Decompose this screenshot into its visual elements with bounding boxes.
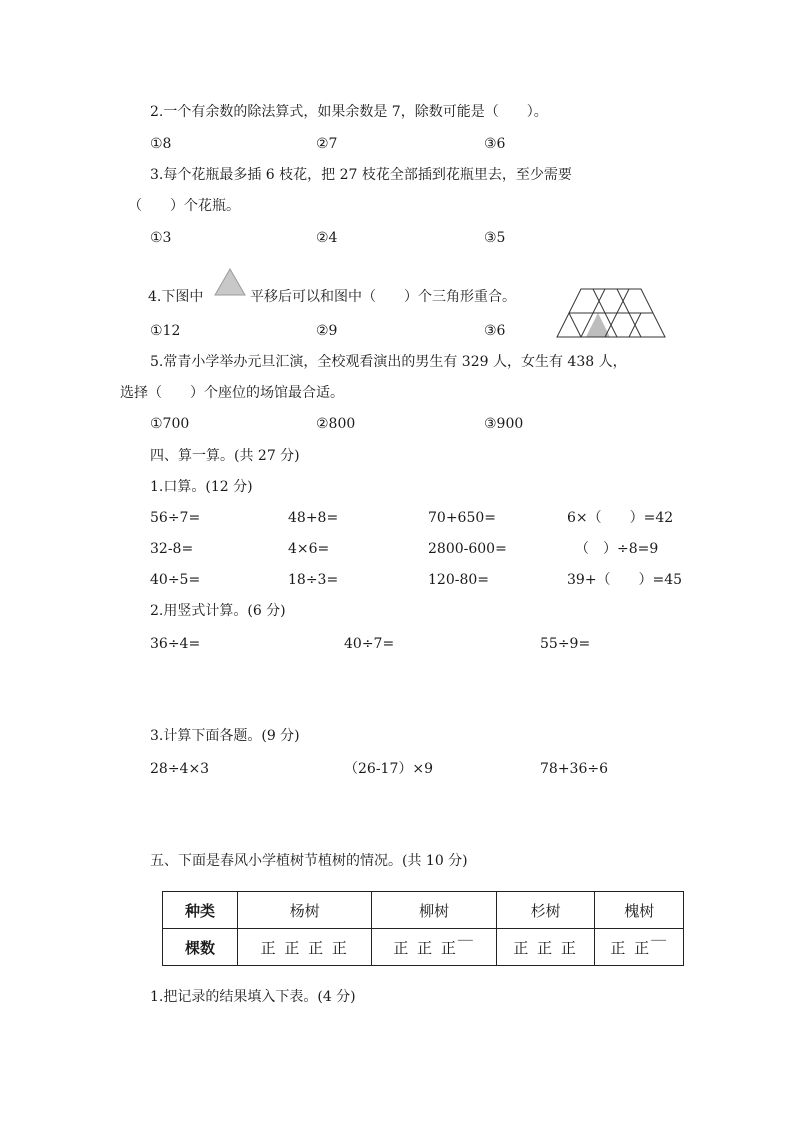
oral-calc-item: 39+（ ）=45 bbox=[567, 572, 683, 588]
oral-calc-item: 120-80= bbox=[428, 572, 489, 588]
oral-calc-item: 70+650= bbox=[428, 510, 496, 526]
vertical-calc-item: 40÷7= bbox=[344, 636, 395, 652]
question-4-option-2: ②9 bbox=[316, 323, 338, 339]
tally-cell: 正 正 正 正 bbox=[238, 929, 372, 966]
question-2-option-1: ①8 bbox=[150, 136, 172, 152]
question-2-text: 2.一个有余数的除法算式，如果余数是 7，除数可能是（ ）。 bbox=[150, 104, 548, 120]
question-3-option-1: ①3 bbox=[150, 230, 172, 246]
table-header-cell: 槐树 bbox=[595, 892, 684, 929]
oral-calc-item: 6×（ ）=42 bbox=[567, 510, 674, 526]
question-2-option-2: ②7 bbox=[316, 136, 338, 152]
table-header-cell: 柳树 bbox=[372, 892, 496, 929]
tally-cell: 正 正￣ bbox=[595, 929, 684, 966]
mixed-calc-item: 28÷4×3 bbox=[150, 761, 210, 777]
question-4-option-1: ①12 bbox=[150, 323, 181, 339]
triangle-grid-figure bbox=[555, 288, 670, 338]
table-header-cell: 杉树 bbox=[496, 892, 595, 929]
oral-calc-item: （ ）÷8=9 bbox=[575, 541, 659, 557]
table-row-label: 棵数 bbox=[163, 929, 238, 966]
question-2-option-3: ③6 bbox=[484, 136, 506, 152]
vertical-calc-item: 55÷9= bbox=[540, 636, 591, 652]
tally-cell: 正 正 正￣ bbox=[372, 929, 496, 966]
question-4-prefix: 4.下图中 bbox=[148, 289, 204, 305]
vertical-calc-item: 36÷4= bbox=[150, 636, 201, 652]
question-4-option-3: ③6 bbox=[484, 323, 506, 339]
oral-calc-item: 48+8= bbox=[288, 510, 339, 526]
question-3-option-2: ②4 bbox=[316, 230, 338, 246]
question-5-option-3: ③900 bbox=[484, 416, 524, 432]
question-5-option-2: ②800 bbox=[316, 416, 356, 432]
question-5-option-1: ①700 bbox=[150, 416, 190, 432]
vertical-calc-title: 2.用竖式计算。(6 分) bbox=[150, 603, 286, 619]
oral-calc-item: 56÷7= bbox=[150, 510, 201, 526]
question-3-line-2: （ ）个花瓶。 bbox=[128, 198, 240, 214]
oral-calc-item: 2800-600= bbox=[428, 541, 507, 557]
mixed-calc-title: 3.计算下面各题。(9 分) bbox=[150, 728, 300, 744]
oral-calc-title: 1.口算。(12 分) bbox=[150, 479, 253, 495]
oral-calc-item: 32-8= bbox=[150, 541, 194, 557]
mixed-calc-item: 78+36÷6 bbox=[540, 761, 608, 777]
table-row bbox=[163, 929, 684, 966]
oral-calc-item: 4×6= bbox=[288, 541, 330, 557]
question-3-line-1: 3.每个花瓶最多插 6 枝花，把 27 枝花全部插到花瓶里去，至少需要 bbox=[150, 167, 572, 183]
section-5-title: 五、下面是春风小学植树节植树的情况。(共 10 分) bbox=[150, 853, 468, 869]
tree-tally-table bbox=[162, 891, 684, 966]
question-4-suffix: 平移后可以和图中（ ）个三角形重合。 bbox=[250, 289, 516, 305]
question-3-option-3: ③5 bbox=[484, 230, 506, 246]
oral-calc-item: 18÷3= bbox=[288, 572, 339, 588]
question-5-line-1: 5.常青小学举办元旦汇演，全校观看演出的男生有 329 人，女生有 438 人， bbox=[150, 354, 627, 370]
section-4-title: 四、算一算。(共 27 分) bbox=[150, 448, 300, 464]
small-triangle-figure bbox=[214, 268, 246, 296]
mixed-calc-item: （26-17）×9 bbox=[344, 761, 433, 777]
question-5-line-2: 选择（ ）个座位的场馆最合适。 bbox=[120, 385, 344, 401]
section-5-question-1: 1.把记录的结果填入下表。(4 分) bbox=[150, 989, 356, 1005]
oral-calc-item: 40÷5= bbox=[150, 572, 201, 588]
table-header-cell: 杨树 bbox=[238, 892, 372, 929]
tally-cell: 正 正 正 bbox=[496, 929, 595, 966]
table-header-cell: 种类 bbox=[163, 892, 238, 929]
table-header-row bbox=[163, 892, 684, 929]
